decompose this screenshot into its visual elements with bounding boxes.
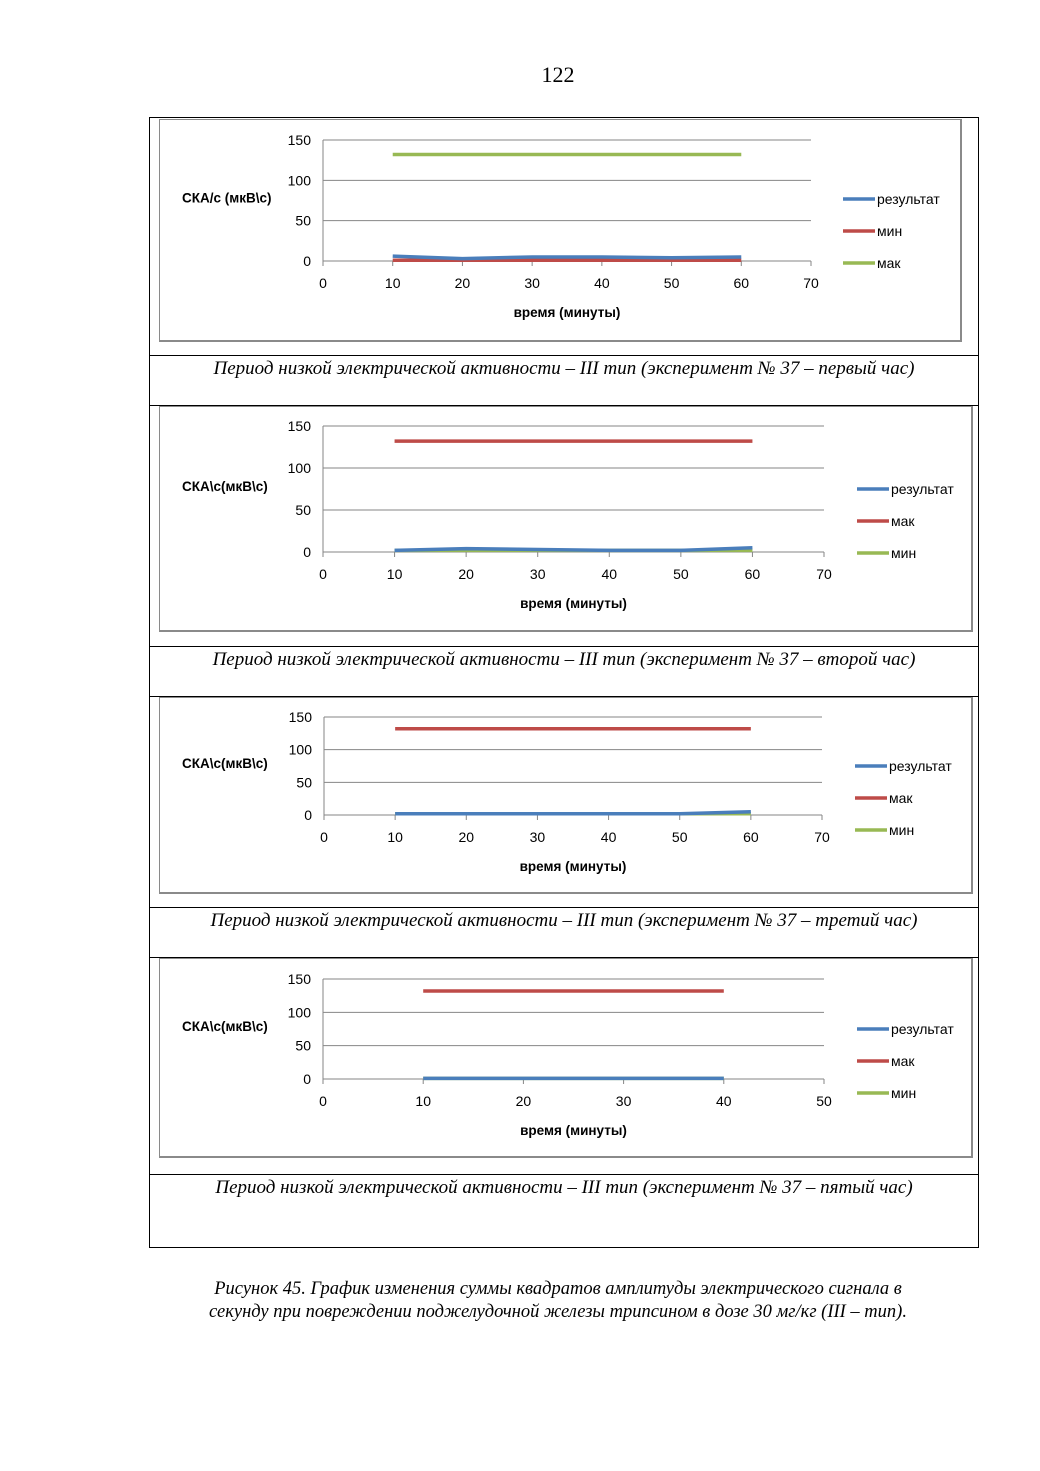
chart-caption-2: Период низкой электрической активности – III тип (эксперимент № 37 – второй час) [212,649,916,670]
x-tick-label: 0 [319,1093,327,1109]
legend-label: мин [891,1085,917,1101]
y-tick-label: 100 [287,172,311,189]
y-tick-label: 150 [287,971,311,987]
x-tick-label: 60 [743,829,759,845]
legend-label: результат [877,191,940,207]
y-axis-title: СКА\с(мкВ\с) [182,756,268,771]
figure-caption-line-1: Рисунок 45. График изменения суммы квадратов амплитуды электрического сигнала в [214,1279,902,1299]
x-tick-label: 30 [524,275,540,291]
y-axis-title: СКА\с(мкВ\с) [182,479,268,494]
y-tick-label: 0 [303,1071,311,1087]
x-tick-label: 30 [529,566,546,582]
chart-panel-2 [159,406,973,632]
series-line [395,548,753,551]
y-tick-label: 50 [296,774,312,791]
x-tick-label: 60 [744,566,761,582]
legend-label: мин [877,223,903,239]
x-tick-label: 30 [615,1093,632,1109]
y-tick-label: 100 [287,1004,311,1021]
row-divider [149,907,979,908]
x-axis-title: время (минуты) [520,1123,627,1138]
x-tick-label: 10 [384,275,401,291]
legend-label: мак [891,513,915,529]
x-tick-label: 10 [415,1093,431,1109]
x-tick-label: 0 [320,829,328,845]
x-tick-label: 50 [816,1093,832,1109]
row-divider [149,355,979,356]
y-tick-label: 100 [288,741,312,758]
chart-panel-1 [159,119,962,342]
x-tick-label: 20 [458,566,474,582]
x-tick-label: 40 [716,1093,732,1109]
x-tick-label: 20 [515,1093,532,1109]
x-tick-label: 70 [803,275,819,291]
legend-label: результат [889,758,952,774]
page-number: 122 [541,62,575,87]
y-tick-label: 150 [287,418,311,434]
x-tick-label: 10 [387,829,403,845]
legend-label: мак [877,255,901,271]
chart-panel-3 [159,697,973,894]
y-tick-label: 150 [288,709,312,725]
y-tick-label: 100 [287,460,311,476]
x-tick-label: 30 [529,829,546,845]
legend-label: мак [889,790,913,806]
x-tick-label: 50 [673,566,689,582]
series-line [393,256,742,258]
x-tick-label: 50 [663,275,680,291]
series-line [395,812,751,814]
x-tick-label: 0 [319,566,327,582]
x-tick-label: 40 [601,566,618,582]
y-tick-label: 50 [295,502,311,518]
legend-label: результат [891,1021,954,1037]
x-tick-label: 40 [600,829,617,845]
x-tick-label: 10 [386,566,403,582]
legend-label: мин [891,545,917,561]
x-tick-label: 20 [454,275,471,291]
chart-caption-4: Период низкой электрической активности – III тип (эксперимент № 37 – пятый час) [215,1177,913,1198]
row-divider [149,646,979,647]
chart-caption-1: Период низкой электрической активности – III тип (эксперимент № 37 – первый час) [213,358,915,379]
y-tick-label: 150 [287,132,311,148]
y-tick-label: 0 [303,544,311,560]
x-tick-label: 0 [319,275,327,291]
y-tick-label: 50 [295,1037,311,1054]
chart-svg [160,120,960,340]
legend-label: мин [889,822,915,838]
y-tick-label: 0 [303,253,311,269]
chart-panel-4 [159,958,973,1158]
y-tick-label: 0 [304,807,312,823]
chart-caption-3: Период низкой электрической активности – III тип (эксперимент № 37 – третий час) [210,910,918,931]
x-axis-title: время (минуты) [513,305,621,320]
x-tick-label: 50 [671,829,688,845]
figure-caption [150,1278,966,1324]
y-axis-title: СКА\с(мкВ\с) [182,1019,268,1034]
y-tick-label: 50 [295,212,311,229]
chart-svg [160,959,971,1156]
x-tick-label: 60 [733,275,750,291]
x-tick-label: 20 [458,829,475,845]
x-tick-label: 70 [814,829,830,845]
x-tick-label: 40 [594,275,610,291]
x-axis-title: время (минуты) [520,596,627,611]
chart-svg [160,698,971,892]
row-divider [149,1174,979,1175]
chart-svg [160,407,971,630]
legend-label: результат [891,481,954,497]
figure-caption-line-2: секунду при повреждении поджелудочной железы трипсином в дозе 30 мг/кг (III – тип). [209,1302,907,1322]
y-axis-title: СКА/с (мкВ\с) [182,190,272,206]
x-axis-title: время (минуты) [519,859,627,874]
legend-label: мак [891,1053,915,1069]
x-tick-label: 70 [816,566,832,582]
